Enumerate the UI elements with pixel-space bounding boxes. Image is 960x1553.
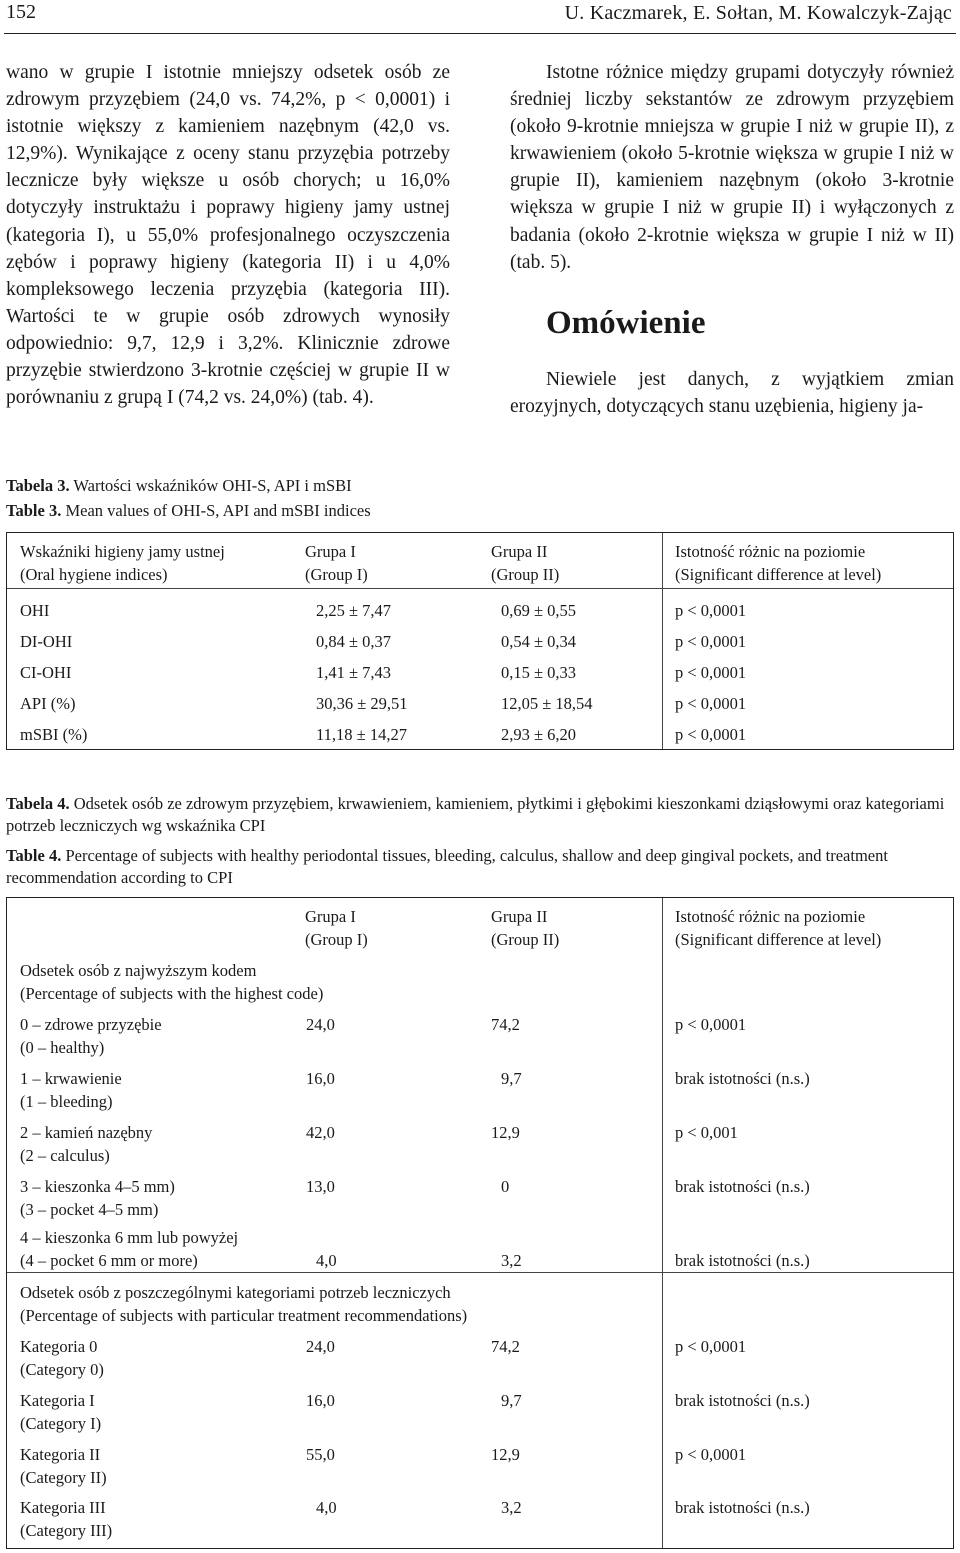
- table3-header-group1: Grupa I (Group I): [305, 542, 368, 584]
- table-row: 0 – zdrowe przyzębie (0 – healthy) 24,0 74,2 p < 0,0001: [20, 1015, 747, 1057]
- table3-header-group2: Grupa II (Group II): [491, 542, 560, 584]
- table-row: API (%) 30,36 ± 29,51 12,05 ± 18,54 p < 0,0001: [20, 694, 747, 713]
- section-title: Omówienie: [546, 304, 706, 341]
- table-row: Kategoria III (Category III) 4,0 3,2 brak istotności (n.s.): [20, 1498, 810, 1540]
- table3-header-significance: Istotność różnic na poziomie (Significant difference at level): [675, 542, 882, 584]
- table4-header-group2: Grupa II (Group II): [491, 907, 560, 949]
- table4-section-treatment: Odsetek osób z poszczególnymi kategoriami potrzeb leczniczych (Percentage of subjects with particular treatment recommendations): [20, 1283, 468, 1325]
- left-paragraph: wano w grupie I istotnie mniejszy odsetek osób ze zdrowym przyzębiem (24,0 vs. 74,2%, p < 0,0001) i istotnie większy z kamieniem nazębnym (42,0 vs. 12,9%). Wynikające z oceny stanu przyzębia potrzeby lecznicze były większe u osób chorych; u 16,0% dotyczyły instruktażu i poprawy higieny jamy ustnej (kategoria I), u 55,0% profesjonalnego oczyszczenia zębów i poprawy higieny (kategoria II) i u 4,0% kompleksowego leczenia przyzębia (kategoria III). Wartości te w grupie osób zdrowych wynosiły odpowiednio: 9,7, 12,9 i 3,2%. Klinicznie zdrowe przyzębie stwierdzono 3-krotnie częściej w grupie II w porównaniu z grupą I (74,2 vs. 24,0%) (tab. 4).: [6, 62, 450, 409]
- table3-caption-pl: Tabela 3. Wartości wskaźników OHI-S, API i mSBI: [6, 476, 352, 495]
- right-column: [510, 59, 954, 420]
- table4-caption-en: Table 4. Percentage of subjects with healthy periodontal tissues, bleeding, calculus, shallow and deep gingival pockets, and treatment recommendation according to CPI: [6, 846, 888, 887]
- table3-header-indices: Wskaźniki higieny jamy ustnej (Oral hygiene indices): [20, 542, 225, 584]
- table-row: 4 – kieszonka 6 mm lub powyżej (4 – pocket 6 mm or more) 4,0 3,2 brak istotności (n.s.): [20, 1228, 810, 1270]
- discussion-paragraph: Niewiele jest danych, z wyjątkiem zmian erozyjnych, dotyczących stanu uzębienia, higieny ja-: [510, 368, 954, 417]
- table-row: OHI 2,25 ± 7,47 0,69 ± 0,55 p < 0,0001: [20, 601, 747, 620]
- table-row: 2 – kamień nazębny (2 – calculus) 42,0 12,9 p < 0,001: [20, 1123, 738, 1165]
- table-row: mSBI (%) 11,18 ± 14,27 2,93 ± 6,20 p < 0,0001: [20, 725, 747, 744]
- table4-section-highest-code: Odsetek osób z najwyższym kodem (Percentage of subjects with the highest code): [20, 961, 324, 1003]
- table3: [6, 532, 954, 750]
- header-rule: [4, 33, 956, 34]
- table-row: Kategoria I (Category I) 16,0 9,7 brak istotności (n.s.): [20, 1391, 810, 1433]
- table4-header-group1: Grupa I (Group I): [305, 907, 368, 949]
- table-row: Kategoria II (Category II) 55,0 12,9 p < 0,0001: [20, 1445, 747, 1487]
- table3-caption-en: Table 3. Mean values of OHI-S, API and mSBI indices: [6, 501, 371, 520]
- table4-header-significance: Istotność różnic na poziomie (Significant difference at level): [675, 907, 882, 949]
- left-column: [6, 59, 450, 411]
- table-row: Kategoria 0 (Category 0) 24,0 74,2 p < 0,0001: [20, 1337, 747, 1379]
- table3-body: [20, 595, 950, 750]
- table-row: 1 – krwawienie (1 – bleeding) 16,0 9,7 brak istotności (n.s.): [20, 1069, 810, 1111]
- table4-caption-pl: Tabela 4. Odsetek osób ze zdrowym przyzębiem, krwawieniem, kamieniem, płytkimi i głębokimi kieszonkami dziąsłowymi oraz kategoriami potrzeb leczniczych wg wskaźnika CPI: [6, 794, 945, 835]
- table-row: CI-OHI 1,41 ± 7,43 0,15 ± 0,33 p < 0,0001: [20, 663, 747, 682]
- table4: [6, 897, 954, 1549]
- table-row: 3 – kieszonka 4–5 mm) (3 – pocket 4–5 mm) 13,0 0 brak istotności (n.s.): [20, 1177, 810, 1219]
- table-row: DI-OHI 0,84 ± 0,37 0,54 ± 0,34 p < 0,0001: [20, 632, 747, 651]
- right-paragraph: Istotne różnice między grupami dotyczyły również średniej liczby sekstantów ze zdrowym przyzębiem (około 9-krotnie mniejsza w grupie I niż w grupie II), z krwawieniem (około 5-krotnie większa w grupie I niż w grupie II), kamieniem nazębnym (około 3-krotnie większa w grupie I niż w grupie II) i wyłączonych z badania (około 2-krotnie większa w grupie I niż w II) (tab. 5).: [510, 62, 954, 273]
- page-number: 152: [6, 1, 36, 23]
- running-head: U. Kaczmarek, E. Sołtan, M. Kowalczyk-Zając: [564, 2, 952, 24]
